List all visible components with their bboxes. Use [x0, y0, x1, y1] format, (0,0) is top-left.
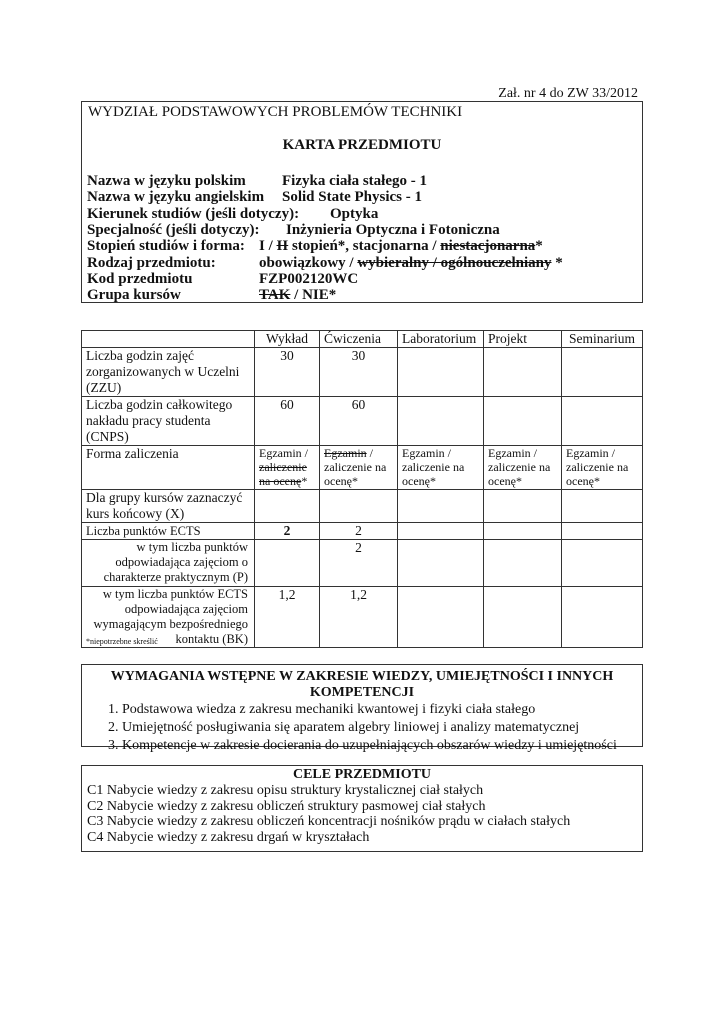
- bk-projekt: [484, 587, 562, 648]
- table-row-practical: [82, 540, 643, 587]
- level-part: stopień*, stacjonarna /: [288, 238, 441, 255]
- practical-wyklad: [255, 540, 320, 587]
- info-row-group: [87, 287, 637, 304]
- level-part: I /: [259, 238, 277, 255]
- table-row-ects: [82, 523, 643, 540]
- ects-projekt: [484, 523, 562, 540]
- zzu-seminarium: [562, 348, 643, 397]
- bk-seminarium: [562, 587, 643, 648]
- group-label: Grupa kursów: [87, 287, 181, 304]
- prerequisite-item: 3. Kompetencje w zakresie docierania do uzupełniających obszarów wiedzy i umiejętności: [122, 737, 642, 755]
- course-hours-table: [81, 330, 643, 648]
- zzu-lab: [398, 348, 484, 397]
- info-row-name-en: [87, 189, 637, 206]
- bk-wyklad: 1,2: [255, 587, 320, 648]
- practical-projekt: [484, 540, 562, 587]
- table-row-zzu: [82, 348, 643, 397]
- code-value: FZP002120WC: [259, 270, 359, 287]
- info-row-type: [87, 255, 637, 272]
- level-struck-part: II: [276, 238, 289, 255]
- practical-lab: [398, 540, 484, 587]
- course-info: [87, 173, 637, 303]
- forma-struck-part: zaliczenie na ocenę: [259, 460, 307, 488]
- cnps-lab: [398, 397, 484, 446]
- header-cwiczenia: Ćwiczenia: [320, 331, 398, 348]
- course-header-box: [81, 101, 643, 303]
- final-lab: [398, 490, 484, 523]
- info-row-specialty: [87, 222, 637, 239]
- cnps-seminarium: [562, 397, 643, 446]
- forma-struck-part: Egzamin: [324, 446, 367, 460]
- forma-label: Forma zaliczenia: [82, 446, 255, 490]
- prerequisites-box: [81, 664, 643, 753]
- direction-label: Kierunek studiów (jeśli dotyczy):: [87, 205, 300, 222]
- forma-wyklad: [255, 446, 320, 490]
- goal-item: C4 Nabycie wiedzy z zakresu drgań w kryształach: [87, 829, 370, 845]
- cnps-cwiczenia: 60: [320, 397, 398, 446]
- type-part: obowiązkowy /: [259, 254, 358, 271]
- goal-item: C2 Nabycie wiedzy z zakresu obliczeń struktury pasmowej ciał stałych: [87, 798, 486, 814]
- level-label: Stopień studiów i forma:: [87, 238, 245, 255]
- direction-value: Optyka: [330, 205, 379, 222]
- goal-item: C1 Nabycie wiedzy z zakresu opisu struktury krystalicznej ciał stałych: [87, 783, 484, 798]
- forma-cwiczenia: [320, 446, 398, 490]
- info-row-code: [87, 271, 637, 288]
- faculty-name: WYDZIAŁ PODSTAWOWYCH PROBLEMÓW TECHNIKI: [88, 104, 463, 120]
- goals-box: [81, 765, 643, 852]
- type-value: [259, 255, 563, 271]
- table-row-forma: [82, 446, 643, 490]
- ects-label: Liczba punktów ECTS: [82, 523, 255, 540]
- prerequisite-item: 1. Podstawowa wiedza z zakresu mechaniki kwantowej i fizyki ciała stałego: [122, 701, 642, 719]
- zzu-projekt: [484, 348, 562, 397]
- name-en-value: Solid State Physics - 1: [282, 189, 423, 206]
- table-header-row: [82, 331, 643, 348]
- info-row-name-pl: [87, 173, 637, 190]
- final-projekt: [484, 490, 562, 523]
- type-struck-part: wybieralny / ogólnouczelniany: [357, 254, 552, 271]
- forma-projekt: Egzamin / zaliczenie na ocenę*: [484, 446, 562, 490]
- prerequisites-list: [82, 701, 642, 755]
- header-projekt: Projekt: [484, 331, 562, 348]
- info-row-level: [87, 238, 637, 255]
- final-cwiczenia: [320, 490, 398, 523]
- goal-item: C3 Nabycie wiedzy z zakresu obliczeń koncentracji nośników prądu w ciałach stałych: [87, 814, 571, 829]
- table-row-final: [82, 490, 643, 523]
- type-label: Rodzaj przedmiotu:: [87, 254, 216, 271]
- final-seminarium: [562, 490, 643, 523]
- name-pl-value: Fizyka ciała stałego - 1: [282, 173, 427, 189]
- group-part: / NIE*: [290, 287, 337, 304]
- footnote: *niepotrzebne skreślić: [86, 637, 158, 646]
- cnps-wyklad: 60: [255, 397, 320, 446]
- practical-label: w tym liczba punktów odpowiadająca zajęciom o charakterze praktycznym (P): [82, 540, 255, 587]
- final-wyklad: [255, 490, 320, 523]
- ects-wyklad: 2: [255, 523, 320, 540]
- cnps-projekt: [484, 397, 562, 446]
- group-struck-part: TAK: [259, 287, 291, 304]
- ects-seminarium: [562, 523, 643, 540]
- header-seminarium: Seminarium: [562, 331, 643, 348]
- level-part: *: [535, 238, 543, 255]
- table-row-cnps: [82, 397, 643, 446]
- forma-part: Egzamin /: [259, 446, 308, 460]
- forma-part: *: [301, 474, 308, 488]
- table-row-bk: [82, 587, 643, 648]
- bk-label: w tym liczba punktów ECTS odpowiadająca zajęciom wymagającym bezpośredniego kontaktu (BK): [82, 587, 255, 648]
- prerequisites-title: WYMAGANIA WSTĘPNE W ZAKRESIE WIEDZY, UMIEJĘTNOŚCI I INNYCH KOMPETENCJI: [110, 669, 614, 700]
- ects-cwiczenia: 2: [320, 523, 398, 540]
- forma-part: / zaliczenie na ocenę*: [324, 446, 387, 488]
- zzu-wyklad: 30: [255, 348, 320, 397]
- bk-lab: [398, 587, 484, 648]
- zzu-cwiczenia: 30: [320, 348, 398, 397]
- header-wyklad: Wykład: [255, 331, 320, 348]
- specialty-value: Inżynieria Optyczna i Fotoniczna: [286, 221, 500, 238]
- header-empty: [82, 331, 255, 348]
- prerequisite-item: 2. Umiejętność posługiwania się aparatem algebry liniowej i analizy matematycznej: [122, 719, 642, 737]
- type-part: *: [551, 254, 563, 271]
- header-laboratorium: Laboratorium: [398, 331, 484, 348]
- zzu-label: Liczba godzin zajęć zorganizowanych w Uczelni (ZZU): [82, 348, 255, 397]
- ects-lab: [398, 523, 484, 540]
- forma-lab: Egzamin / zaliczenie na ocenę*: [398, 446, 484, 490]
- info-row-direction: [87, 206, 637, 223]
- group-value: [259, 287, 336, 303]
- bk-cwiczenia: 1,2: [320, 587, 398, 648]
- practical-cwiczenia: 2: [320, 540, 398, 587]
- practical-seminarium: [562, 540, 643, 587]
- card-title: KARTA PRZEDMIOTU: [282, 137, 442, 153]
- final-label: Dla grupy kursów zaznaczyć kurs końcowy (X): [82, 490, 255, 523]
- code-label: Kod przedmiotu: [87, 270, 193, 287]
- name-pl-label: Nazwa w języku polskim: [87, 173, 246, 189]
- attachment-reference: Zał. nr 4 do ZW 33/2012: [498, 86, 638, 101]
- cnps-label: Liczba godzin całkowitego nakładu pracy studenta (CNPS): [82, 397, 255, 446]
- forma-seminarium: Egzamin / zaliczenie na ocenę*: [562, 446, 643, 490]
- goals-title: CELE PRZEDMIOTU: [292, 767, 432, 782]
- name-en-label: Nazwa w języku angielskim: [87, 189, 265, 206]
- level-struck-part: niestacjonarna: [440, 238, 536, 255]
- specialty-label: Specjalność (jeśli dotyczy):: [87, 221, 260, 238]
- level-value: [259, 238, 543, 254]
